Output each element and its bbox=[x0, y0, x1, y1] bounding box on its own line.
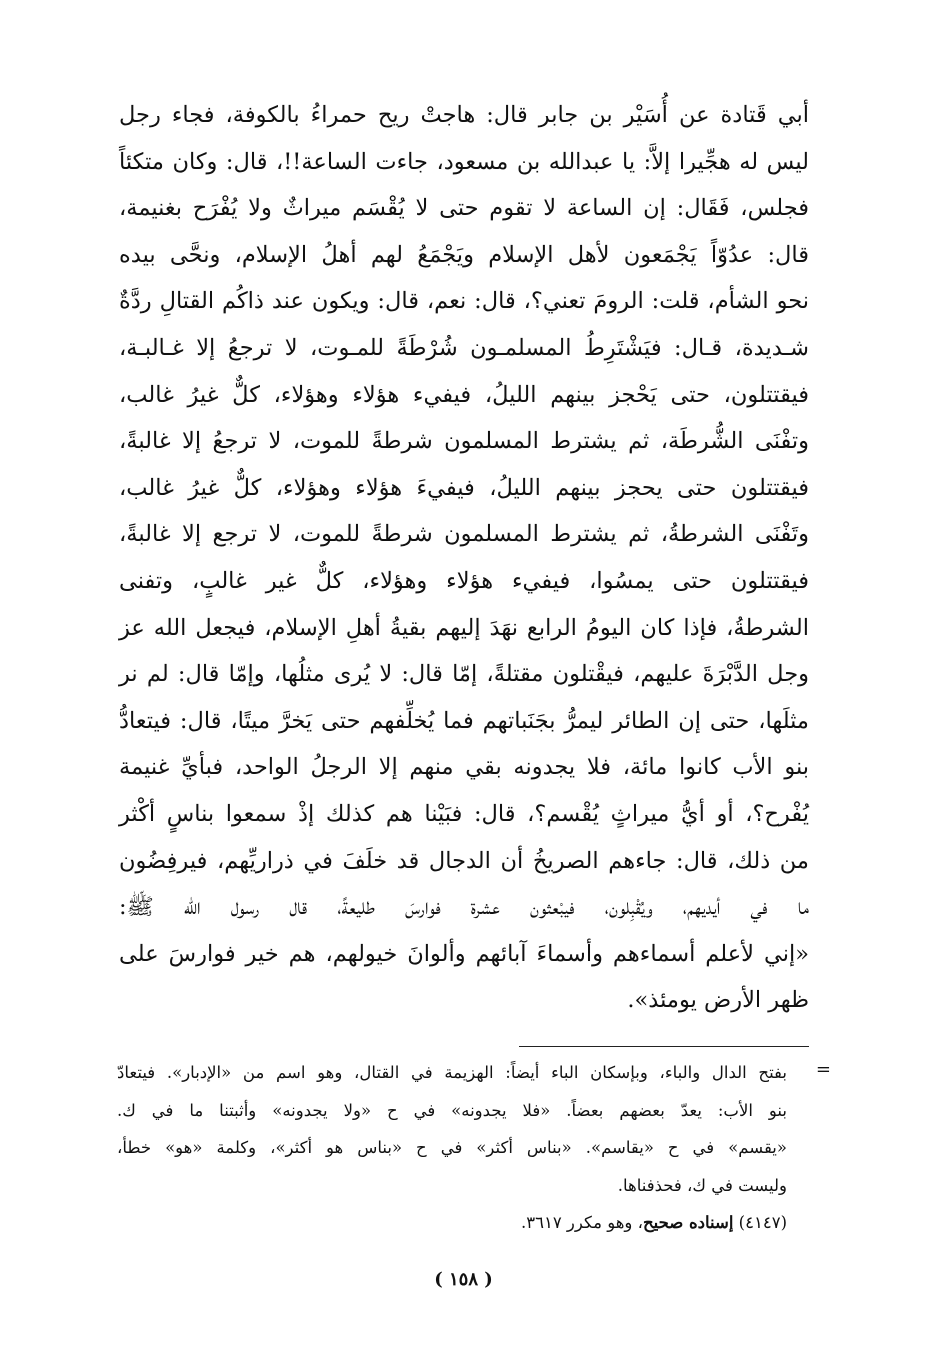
hadith-grading: إسناده صحيح bbox=[642, 1213, 734, 1232]
main-text-line: من ذلك، قال: جاءهم الصريخُ أن الدجال قد خلَفَ في ذراريِّهم، فيرفِضُون bbox=[119, 847, 809, 874]
footnote-divider bbox=[519, 1046, 809, 1047]
main-text-line: أبي قَتادة عن أُسَيْر بن جابر قال: هاجتْ ريح حمراءُ بالكوفة، فجاء رجل bbox=[119, 102, 809, 128]
hadith-reference bbox=[117, 1204, 787, 1242]
hadith-grading-note: ، وهو مكرر ٣٦١٧. bbox=[520, 1213, 643, 1232]
main-text-line: ظهر الأرض يومئذ». bbox=[627, 987, 809, 1014]
main-text-line: يُفْرح؟، أو أيُّ ميراثٍ يُقْسم؟، قال: فبَيْنا هم كذلك إذْ سمعوا بناسٍ أكْثر bbox=[119, 800, 809, 827]
main-text-line: الشرطةُ، فإذا كان اليومُ الرابع نهَدَ إليهم بقيةُ أهلِ الإسلام، فيجعل الله عز bbox=[119, 614, 809, 641]
main-text-line: وتفْنَى الشُّرطَة، ثم يشترط المسلمون شرطةً للموت، لا ترجعُ إلا غالبةً، bbox=[119, 428, 809, 455]
main-text-line: وتَفْنَى الشرطةُ، ثم يشترط المسلمون شرطةً للموت، لا ترجع إلا غالبةً، bbox=[119, 521, 809, 548]
footnote-line: بنو الأب: يعدّ بعضهم بعضاً. «فلا يجدونه» في ح «ولا يجدونه» وأثبتنا ما في ك. bbox=[117, 1100, 787, 1120]
main-text-line: فيقتتلون حتى يمسُوا، فيفيء هؤلاء وهؤلاء، كلٌّ غير غالبٍ، وتفنى bbox=[119, 567, 809, 594]
main-text-line: وجل الدَّبْرَةَ عليهم، فيقْتلون مقتلةً، إمّا قال: لا يُرى مثلُها، وإمّا قال: لم نر bbox=[119, 661, 809, 688]
footnotes-block bbox=[117, 1054, 787, 1242]
main-text-line: شـديدة، قـال: فيَشْتَرِطُ المسلمـون شُرْطَةً للمـوت، لا ترجعُ إلا غـالبـة، bbox=[119, 334, 809, 361]
footnote-line: بفتح الدال والباء، وبإسكان الباء أيضاً: الهزيمة في القتال، وهو اسم من «الإدبار». فيتعادّ bbox=[117, 1063, 787, 1082]
footnote-continuation-mark: = bbox=[815, 1059, 831, 1080]
footnote-line: وليست في ك، فحذفناها. bbox=[617, 1175, 787, 1195]
page-number: ( ١٥٨ ) bbox=[434, 1269, 493, 1290]
main-text-line: فيقتتلون حتى يحجز بينهم الليلُ، فيفيءَ هؤلاء وهؤلاء، كلٌّ غيرُ غالب، bbox=[119, 474, 809, 501]
main-text-line: قال: عدُوّاً يَجْمَعون لأهل الإسلام ويَجْمَعُ لهم أهلُ الإسلام، ونحَّى بيده bbox=[119, 241, 809, 268]
main-text-line: فجلس، فَقَال: إن الساعة لا تقوم حتى لا يُقْسَم ميراثٌ ولا يُفْرَح بغنيمة، bbox=[119, 195, 809, 222]
main-text-line: فيقتتلون، حتى يَحْجز بينهم الليلُ، فيفيء هؤلاء وهؤلاء، كلٌّ غيرُ غالب، bbox=[119, 381, 809, 408]
main-text-line: نحو الشأم، قلت: الرومَ تعني؟، قال: نعم، قال: ويكون عند ذاكُم القتالِ ردَّةٌ bbox=[119, 288, 809, 315]
main-text-line: مثلَها، حتى إن الطائر ليمرُّ بجَنَباتهم فما يُخلِّفهم حتى يَخرَّ ميتًا، قال: فيتعادُّ bbox=[119, 707, 809, 734]
main-text-line: ما في أيديهم، ويُقْبِلون، فيبْعثون عشرة فوارسَ طليعةً، قال رسول الله ﷺ: bbox=[119, 894, 809, 921]
hadith-number: (٤١٤٧) bbox=[738, 1213, 787, 1232]
main-text-line: ليس له هجِّيرا إلاَّ: يا عبدالله بن مسعود، جاءت الساعة!!، قال: وكان متكئاً bbox=[119, 148, 809, 175]
main-text-line: «إني لأعلم أسماءهم وأسماءَ آبائهم وألوانَ خيولهم، هم خير فوارسَ على bbox=[119, 940, 809, 967]
main-text-line: بنو الأب كانوا مائة، فلا يجدونه بقي منهم إلا الرجلُ الواحد، فبأيِّ غنيمة bbox=[119, 754, 809, 781]
main-text-body bbox=[119, 92, 809, 1024]
footnote-line: «يقسم» في ح «يقاسم». «بناس أكثر» في ح «بناس هو أكثر»، وكلمة «هو» خطأ، bbox=[117, 1138, 787, 1157]
